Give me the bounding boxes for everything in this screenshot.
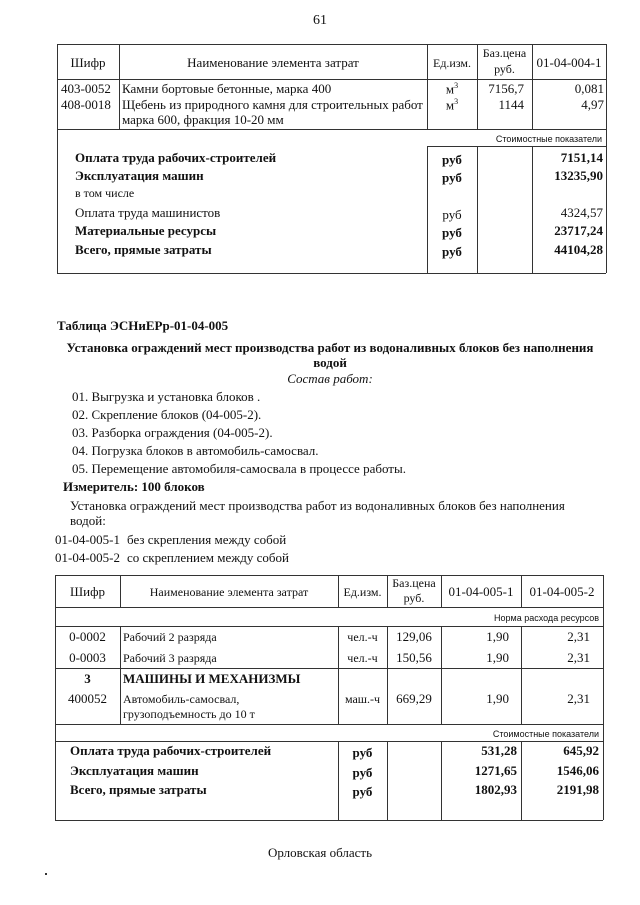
summary-label: Оплата труда рабочих-строителей xyxy=(70,743,272,758)
header-name: Наименование элемента затрат xyxy=(187,55,359,70)
header-unit: Ед.изм. xyxy=(432,56,472,70)
row-unit: маш.-ч xyxy=(344,692,381,706)
summary-label: Оплата труда машинистов xyxy=(75,205,221,220)
summary-value: 23717,24 xyxy=(554,223,603,238)
row-col2: 2,31 xyxy=(567,650,590,665)
row-col1: 1,90 xyxy=(486,629,509,644)
summary-value-col2: 645,92 xyxy=(563,743,599,758)
variant-text: со скреплением между собой xyxy=(127,550,289,565)
header-col1: 01-04-005-1 xyxy=(448,584,514,599)
row-name: Рабочий 2 разряда xyxy=(123,630,217,644)
header-unit: Ед.изм. xyxy=(343,585,382,599)
summary-unit: руб xyxy=(442,244,462,259)
summary-unit: руб xyxy=(352,784,373,799)
header-price-line2: руб. xyxy=(494,62,515,76)
row-col1: 1,90 xyxy=(486,650,509,665)
list-item: 05. Перемещение автомобиля-самосвала в процессе работы. xyxy=(72,461,406,476)
header-code: Шифр xyxy=(70,584,105,599)
row-unit: чел.-ч xyxy=(347,651,378,665)
header-price-line1: Баз.цена xyxy=(392,576,436,590)
header-col1: 01-04-004-1 xyxy=(536,55,602,70)
row-price: 669,29 xyxy=(396,691,432,706)
row-code: 403-0052 xyxy=(61,81,111,96)
summary-unit: руб xyxy=(352,765,373,780)
header-name: Наименование элемента затрат xyxy=(149,585,309,599)
row-price: 7156,7 xyxy=(488,81,524,96)
row-price: 129,06 xyxy=(396,629,432,644)
description-line2: водой: xyxy=(70,513,106,528)
row-name: Камни бортовые бетонные, марка 400 xyxy=(122,81,332,96)
summary-unit: руб xyxy=(442,170,462,185)
row-col2: 2,31 xyxy=(567,691,590,706)
row-price: 150,56 xyxy=(396,650,432,665)
summary-label: Эксплуатация машин xyxy=(75,168,204,183)
summary-value: 13235,90 xyxy=(554,168,603,183)
summary-label: Эксплуатация машин xyxy=(70,763,199,778)
summary-value-col1: 1271,65 xyxy=(474,763,517,778)
row-name-line2: марка 600, фракция 10-20 мм xyxy=(122,112,284,127)
summary-label: в том числе xyxy=(75,186,135,200)
row-code: 408-0018 xyxy=(61,97,111,112)
header-code: Шифр xyxy=(70,55,106,70)
table-id: Таблица ЭСНиЕРр-01-04-005 xyxy=(57,318,229,333)
description-line1: Установка ограждений мест производства работ из водоналивных блоков без наполнения xyxy=(70,498,565,513)
summary-value: 44104,28 xyxy=(554,242,603,257)
summary-label: Оплата труда рабочих-строителей xyxy=(75,150,277,165)
section-title-line1: Установка ограждений мест производства работ из водоналивных блоков без наполнения xyxy=(66,340,594,355)
summary-value-col1: 531,28 xyxy=(481,743,517,758)
summary-value: 4324,57 xyxy=(560,205,603,220)
row-unit: $м^3$ xyxy=(445,97,459,113)
summary-value-col2: 2191,98 xyxy=(556,782,599,797)
meter-label: Измеритель: 100 блоков xyxy=(63,479,205,494)
summary-unit: руб xyxy=(442,152,462,167)
row-unit: чел.-ч xyxy=(347,630,378,644)
list-item: 03. Разборка ограждения (04-005-2). xyxy=(72,425,273,440)
summary-value-col2: 1546,06 xyxy=(556,763,599,778)
row-name: Щебень из природного камня для строительных работ xyxy=(122,97,423,112)
row-col1: 4,97 xyxy=(581,97,604,112)
row-unit: $м^3$ xyxy=(445,81,459,97)
summary-unit: руб xyxy=(352,745,373,760)
header-price-line1: Баз.цена xyxy=(482,46,527,60)
variant-text: без скрепления между собой xyxy=(127,532,287,547)
cost-indicators-label: Стоимостные показатели xyxy=(495,134,602,144)
scan-speck xyxy=(45,873,47,875)
work-composition-label: Состав работ: xyxy=(287,371,373,386)
summary-value-col1: 1802,93 xyxy=(474,782,517,797)
header-price-line2: руб. xyxy=(403,591,425,605)
summary-label: Материальные ресурсы xyxy=(75,223,217,238)
summary-unit: руб xyxy=(442,225,462,240)
summary-label: Всего, прямые затраты xyxy=(75,242,212,257)
group-code: 3 xyxy=(84,671,91,686)
variant-code: 01-04-005-2 xyxy=(55,550,120,565)
row-col2: 2,31 xyxy=(567,629,590,644)
row-code: 400052 xyxy=(68,691,107,706)
row-name: Рабочий 3 разряда xyxy=(123,651,217,665)
row-name-line2: грузоподъемность до 10 т xyxy=(123,707,255,721)
summary-unit: руб xyxy=(442,207,462,222)
row-code: 0-0003 xyxy=(69,650,106,665)
list-item: 02. Скрепление блоков (04-005-2). xyxy=(72,407,262,422)
list-item: 01. Выгрузка и установка блоков . xyxy=(72,389,261,404)
page-number: 61 xyxy=(313,13,327,28)
group-name: МАШИНЫ И МЕХАНИЗМЫ xyxy=(123,671,301,686)
summary-label: Всего, прямые затраты xyxy=(70,782,207,797)
row-col1: 0,081 xyxy=(574,81,604,96)
row-name: Автомобиль-самосвал, xyxy=(123,692,240,706)
cost-indicators-label: Стоимостные показатели xyxy=(492,729,599,739)
row-price: 1144 xyxy=(498,97,524,112)
row-code: 0-0002 xyxy=(69,629,106,644)
row-col1: 1,90 xyxy=(486,691,509,706)
variant-code: 01-04-005-1 xyxy=(55,532,120,547)
footer-region: Орловская область xyxy=(267,845,373,860)
list-item: 04. Погрузка блоков в автомобиль-самосвал. xyxy=(72,443,319,458)
summary-value: 7151,14 xyxy=(560,150,603,165)
header-col2: 01-04-005-2 xyxy=(529,584,595,599)
section-title-line2: водой xyxy=(313,355,347,370)
resource-norm-label: Норма расхода ресурсов xyxy=(494,613,599,623)
